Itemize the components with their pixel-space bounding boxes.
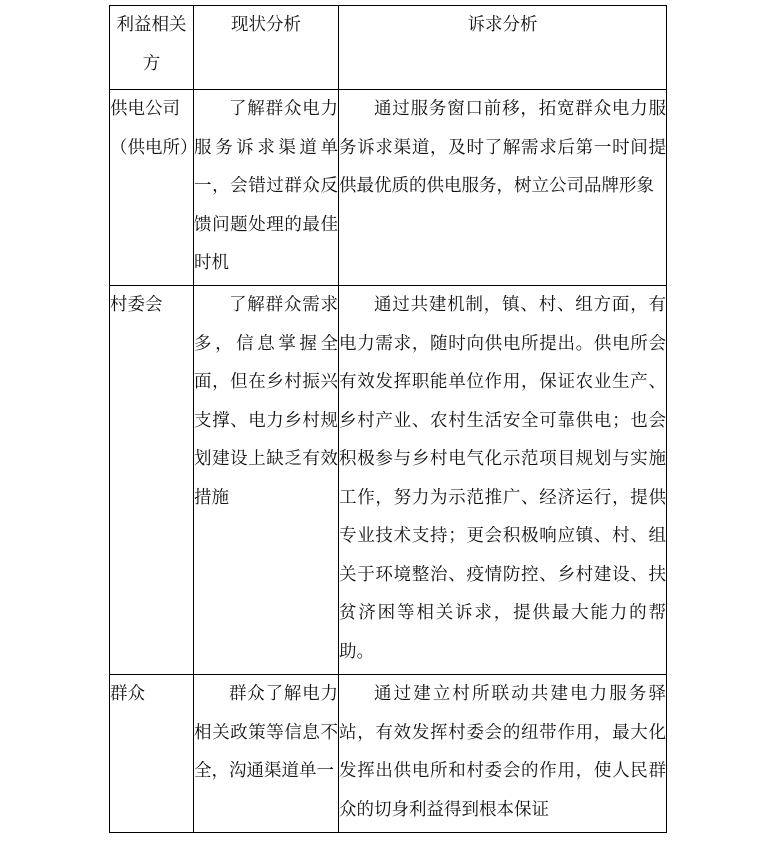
status-text: 了解群众需求多，信息掌握全面，但在乡村振兴支撑、电力乡村规划建设上缺乏有效措施 <box>194 295 338 508</box>
header-stakeholder: 利益相关方 <box>110 6 194 90</box>
stakeholder-table <box>109 5 667 833</box>
demand-cell <box>339 675 667 833</box>
status-text: 群众了解电力相关政策等信息不全，沟通渠道单一 <box>194 684 338 781</box>
status-text: 了解群众电力服务诉求渠道单一，会错过群众反馈问题处理的最佳时机 <box>194 99 338 273</box>
status-cell <box>194 90 339 286</box>
demand-text: 通过建立村所联动共建电力服务驿站，有效发挥村委会的纽带作用，最大化发挥出供电所和村委会的作用，使人民群众的切身利益得到根本保证 <box>339 684 666 820</box>
status-cell <box>194 286 339 675</box>
header-status-analysis: 现状分析 <box>194 6 339 90</box>
table-row <box>110 90 667 286</box>
header-demand-analysis: 诉求分析 <box>339 6 667 90</box>
table-row <box>110 675 667 833</box>
stakeholder-name: 群众 <box>110 675 194 833</box>
stakeholder-name: 供电公司（供电所） <box>110 90 194 286</box>
demand-text: 通过共建机制，镇、村、组方面，有电力需求，随时向供电所提出。供电所会有效发挥职能单位作用，保证农业生产、乡村产业、农村生活安全可靠供电；也会积极参与乡村电气化示范项目规划与实施工作，努力为示范推广、经济运行，提供专业技术支持；更会积极响应镇、村、组关于环境整治、疫情防控、乡村建设、扶贫济困等相关诉求，提供最大能力的帮助。 <box>339 295 666 662</box>
table-row <box>110 286 667 675</box>
stakeholder-name: 村委会 <box>110 286 194 675</box>
status-cell <box>194 675 339 833</box>
demand-cell <box>339 90 667 286</box>
demand-text: 通过服务窗口前移，拓宽群众电力服务诉求渠道，及时了解需求后第一时间提供最优质的供电服务，树立公司品牌形象 <box>339 99 666 196</box>
demand-cell <box>339 286 667 675</box>
table-header-row <box>110 6 667 90</box>
